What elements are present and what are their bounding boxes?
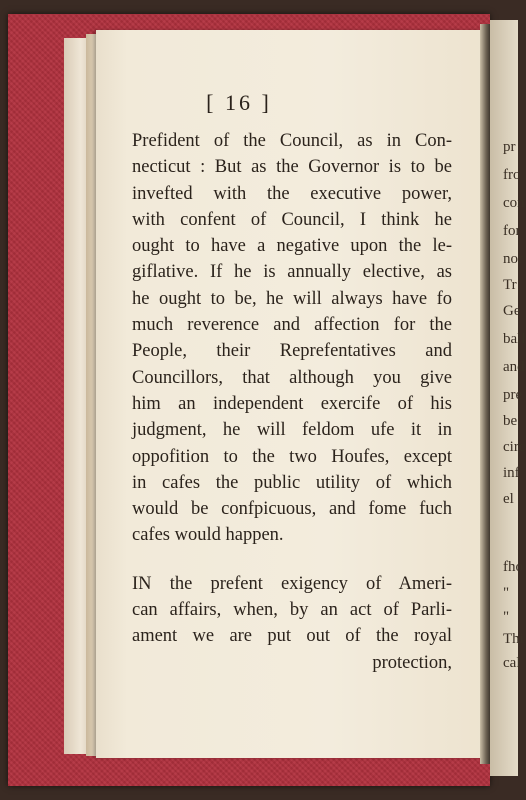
text-line: IN the prefent exigency of Ameri- [132,573,452,594]
facing-page-fragment: for [503,223,521,239]
facing-page-fragment: con [503,195,525,211]
body-text [132,128,452,676]
facing-page-fragment: Thi [503,631,524,647]
text-line: can affairs, when, by an act of Parli- [132,600,452,621]
text-line: ought to have a negative upon the le- [132,236,452,257]
text-line: ament we are put out of the royal [132,626,452,647]
text-line: oppofition to the two Houfes, except [132,446,452,467]
facing-page-fragment: inf [503,465,520,481]
facing-page-fragment: ball [503,331,526,347]
text-line: necticut : But as the Governor is to be [132,157,452,178]
text-line: him an independent exercife of his [132,393,452,414]
facing-page-fragment: pre [503,387,523,403]
facing-page-fragment: Tr [503,277,517,293]
text-line: invefted with the executive power, [132,183,452,204]
facing-page-fragment: be [503,413,518,429]
text-line: with confent of Council, I think he [132,209,452,230]
facing-page-fragment: fho [503,559,523,575]
facing-page-fragment: cal [503,655,521,671]
text-line: judgment, he will feldom ufe it in [132,420,452,441]
facing-page-fragment: and [503,359,525,375]
text-line: giflative. If he is annually elective, as [132,262,452,283]
catchword: protection, [372,652,452,673]
page-number: [ 16 ] [206,90,272,115]
endpaper-edge [64,38,88,754]
facing-page-strip [490,20,526,776]
text-line: he ought to be, he will always have fo [132,288,452,309]
facing-page-fragment: el [503,491,514,507]
paragraph [132,128,452,549]
facing-page-fragment: nor [503,251,523,267]
text-line: much reverence and affection for the [132,315,452,336]
facing-page-fragment: " [503,609,510,625]
facing-page-fragment: pr [503,139,516,155]
paragraph [132,571,452,676]
text-line: in cafes the public utility of which [132,472,452,493]
text-line: Councillors, that although you give [132,367,452,388]
book-gutter [480,24,490,764]
facing-page-fragment: " [503,585,510,601]
text-line: People, their Reprefentatives and [132,341,452,362]
text-line: Prefident of the Council, as in Con- [132,131,452,151]
facing-page-fragment: Ge [503,303,521,319]
text-line: would be confpicuous, and fome fuch [132,499,452,520]
text-line: cafes would happen. [132,525,284,546]
facing-page-fragment: fro [503,167,521,183]
facing-page-fragment: circ [503,439,526,455]
